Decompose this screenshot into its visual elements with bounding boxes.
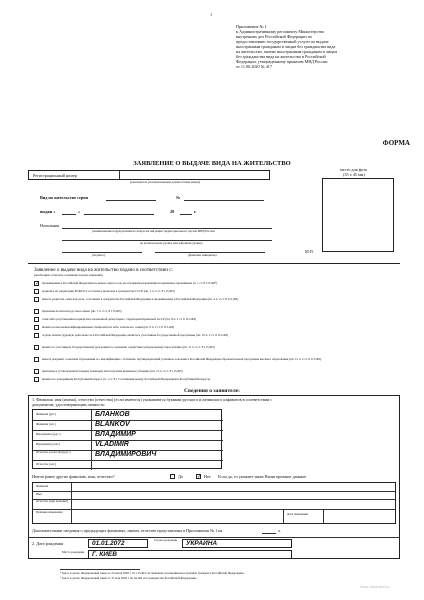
watermark: https://blankof.ru — [360, 584, 390, 589]
reason-item-7: являетесь участником Государственной программы по оказанию содействия добровольному переселению (пп. 11 п. 2 ст. 8 115-ФЗ) — [42, 345, 215, 349]
row-label-name-lat: Имя (имена) (лат.) — [36, 442, 61, 446]
forma-label: ФОРМА — [382, 139, 410, 147]
prev-patronymic-label: Отчество (при наличии) — [36, 499, 68, 503]
applicant-intro-1: 1. Фамилия, имя (имена), отчество (отчества) (если имеются) указываются буквами русского и латинского алфавитов в соответствии с — [32, 397, 273, 402]
birth-date-field[interactable] — [88, 539, 148, 548]
value-patronymic-ru[interactable]: ВЛАДИМИРОВИЧ — [95, 451, 157, 458]
reg-note: (заполняется уполномоченным должностным лицом) — [130, 180, 201, 184]
appendix-line: иностранным гражданам и лицам без гражданства вида — [236, 44, 336, 49]
reason-checkbox-8[interactable] — [34, 357, 39, 362]
reason-checkbox-9[interactable] — [34, 369, 39, 374]
number-label: № — [176, 195, 181, 200]
reason-item-2: имеете родителя, сына или дочь, состоящих в гражданстве Российской Федерации и проживающих в Российской Федерации (пп. 4 п. 2 ст. 8 115-ФЗ) — [42, 297, 239, 301]
appendix-line: предоставлению государственной услуги по выдаче — [236, 39, 329, 44]
appendix-line: без гражданства вида на жительство в Российской — [236, 54, 326, 59]
change-reason-label: Причина изменения — [36, 510, 63, 514]
reason-checkbox-2[interactable] — [34, 297, 39, 302]
reason-hint: (необходимо отметить основание подачи заявления) — [34, 273, 103, 277]
reason-checkbox-3[interactable] — [34, 309, 39, 314]
reason-item-9: признаны в установленном порядке беженцем или получили временное убежище (пп. 13 п. 2 ст. 8 115-ФЗ) — [42, 369, 183, 373]
birth-date-value: 01.01.2072 — [92, 540, 125, 547]
row-label-surname-ru: Фамилия (рус.) — [36, 412, 57, 416]
birth-country-value: УКРАИНА — [186, 540, 218, 547]
appendix-line: Приложение № 1 — [236, 24, 267, 29]
applicant-heading: Сведения о заявителе: — [184, 388, 240, 394]
prev-surname-label: Фамилия — [36, 484, 49, 488]
reg-number-label: Регистрационный номер — [33, 173, 77, 178]
reason-item-4: сами либо родственники подверглись незаконной депортации с территории Крымской АССР (пп. 8 п. 2 ст. 8 115-ФЗ) — [42, 317, 197, 321]
reason-checkbox-1[interactable] — [34, 289, 39, 294]
value-name-lat[interactable]: VLADIMIR — [95, 441, 129, 448]
chief-note-1: (наименование подразделения по вопросам миграции территориального органа МВД России — [92, 229, 215, 233]
year-suffix: г. — [194, 209, 197, 214]
birth-date-label: 2. Дата рождения — [32, 541, 63, 546]
reason-item-1: родились на территории РСФСР и состояли в прошлом в гражданстве СССР (пп. 1 п. 2 ст. 8 115-ФЗ) — [42, 289, 175, 293]
reason-item-10: являетесь гражданином Республики Беларусь (п. 1 ст. 8.1 Соглашения между Российской Федерацией и Республикой Беларусь) — [42, 377, 211, 381]
appendix-line: к Административному регламенту Министерства — [236, 29, 324, 34]
photo-label: место для фото — [340, 167, 368, 172]
sig-label-signature: (подпись) — [92, 253, 105, 257]
row-label-surname-lat: Фамилия (лат.) — [36, 422, 56, 426]
reason-item-3: признаны носителем русского языка (пп. 7 п. 2 ст. 8 115-ФЗ) — [42, 309, 122, 313]
appendix-block — [236, 24, 416, 69]
appendix-line: Федерации, утвержденному приказом МВД России — [236, 59, 328, 64]
applicant-intro-2: документом, удостоверяющим личность: — [32, 402, 106, 407]
photo-placeholder — [322, 178, 394, 252]
reason-item-8: имеете документ о высшем образовании и о квалификации с отличием, подтверждающий успешное освоение в Российской Федерации образовательной программы высшего образования (пп. 12 п. 2 ст. 8 115-ФЗ) — [42, 357, 322, 361]
series-label: Вид на жительство серия — [40, 195, 88, 200]
chief-note-2: на региональном уровне или районном уровне) — [140, 241, 203, 245]
footnote-2: ² Здесь и далее: Федеральный закон от 31 мая 2002 г. № 62-ФЗ «О гражданстве Российской Федерации». — [60, 576, 198, 580]
reg-number-box[interactable] — [28, 170, 270, 180]
reason-checkbox-10[interactable] — [34, 377, 39, 382]
birth-place-field[interactable] — [88, 550, 292, 559]
appendix-line: от 11.06.2020 № 417 — [236, 64, 272, 69]
previous-names-table — [32, 482, 396, 524]
birth-place-label: Место рождения — [62, 550, 85, 554]
issued-label: выдан « — [40, 209, 56, 214]
reason-item-0: проживанием в Российской Федерации не менее одного года на основании разрешения на временное проживание (п. 1 ст. 8 115-ФЗ¹) — [42, 281, 218, 285]
birth-country-label: Страна рождения — [154, 538, 177, 542]
change-date-label: Дата изменения — [287, 512, 308, 516]
other-names-no-checkbox[interactable]: ✓ — [197, 474, 202, 480]
prev-name-label: Имя — [36, 492, 42, 496]
other-names-hint: Если да, то укажите ниже Ваши прежние данные: — [218, 474, 307, 479]
other-names-question: Имели ранее другие фамилию, имя, отчество? — [32, 474, 115, 479]
sig-label-name: (фамилия, инициалы) — [188, 253, 217, 257]
reason-checkbox-0[interactable]: ✓ — [35, 281, 40, 287]
year-prefix: 20 — [170, 209, 175, 214]
chief-label: Начальник — [40, 223, 60, 228]
extra-info-suffix: л. — [278, 528, 282, 533]
mp-label: М.П. — [305, 249, 314, 254]
reason-checkbox-7[interactable] — [34, 345, 39, 350]
reason-item-6: осуществляли трудовую деятельность в Российской Федерации, являетесь участником Государственной программы (пп. 10 п. 2 ст. 8 115-ФЗ) — [42, 333, 229, 337]
extra-info-note: Дополнительные сведения о предыдущих фамилиях, имени, отчестве представлены в Приложении № 1 на — [32, 528, 223, 533]
other-names-yes-checkbox[interactable] — [170, 474, 175, 479]
value-surname-lat[interactable]: BLANKOV — [95, 421, 130, 428]
appendix-line: на жительство, замене иностранным гражданам и лицам — [236, 49, 338, 54]
row-label-name-ru: Имя (имена) (рус.) — [36, 432, 61, 436]
reason-item-5: являетесь высококвалифицированным специалистом либо членом его семьи (пп. 9 п. 2 ст. 8 115-ФЗ) — [42, 325, 175, 329]
form-title: ЗАЯВЛЕНИЕ О ВЫДАЧЕ ВИДА НА ЖИТЕЛЬСТВО — [133, 160, 291, 167]
other-names-no-label: Нет. — [204, 474, 212, 479]
quote-close: » — [78, 209, 81, 214]
other-names-yes-label: Да — [178, 474, 183, 479]
appendix-line: внутренних дел Российской Федерации по — [236, 34, 312, 39]
reason-title: Заявление о выдаче вида на жительство подано в соответствии с: — [34, 268, 173, 273]
value-name-ru[interactable]: ВЛАДИМИР — [95, 431, 136, 438]
row-label-patronymic-lat: Отчество (лат.) — [36, 462, 56, 466]
value-surname-ru[interactable]: БЛАНКОВ — [95, 411, 130, 418]
name-table — [32, 409, 222, 469]
reason-checkbox-4[interactable] — [34, 317, 39, 322]
row-label-patronymic-ru: Отчество (отчества) (рус.) — [36, 450, 71, 454]
photo-size: (35 х 45 мм) — [343, 172, 365, 177]
page-number: 1 — [210, 12, 213, 17]
reason-checkbox-5[interactable] — [34, 325, 39, 330]
reason-checkbox-6[interactable] — [34, 333, 39, 338]
footnote-1: ¹ Здесь и далее: Федеральный закон от 25 июля 2002 г. № 115-ФЗ «О правовом положении иностранных граждан в Российской Федерации». — [60, 571, 245, 575]
birth-place-value: Г. КИЕВ — [92, 551, 117, 558]
birth-country-field[interactable] — [182, 539, 292, 548]
